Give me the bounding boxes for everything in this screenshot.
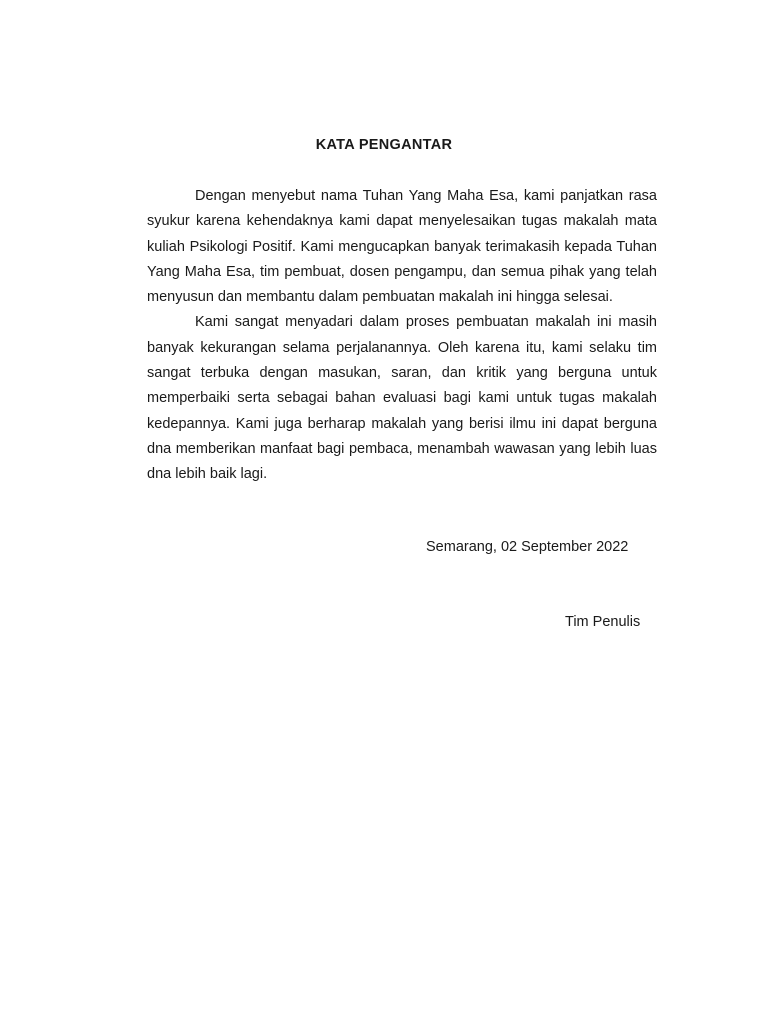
page-title: KATA PENGANTAR <box>315 137 453 153</box>
document-body <box>147 184 657 488</box>
paragraph-2: Kami sangat menyadari dalam proses pembuatan makalah ini masih banyak kekurangan selama perjalanannya. Oleh karena itu, kami selaku tim sangat terbuka dengan masukan, saran, dan kritik yang berguna untuk memperbaiki serta sebagai bahan evaluasi bagi kami untuk tugas makalah kedepannya. Kami juga berharap makalah yang berisi ilmu ini dapat berguna dna memberikan manfaat bagi pembaca, menambah wawasan yang lebih luas dna lebih baik lagi. <box>147 314 657 483</box>
signature: Tim Penulis <box>565 614 641 630</box>
paragraph-1: Dengan menyebut nama Tuhan Yang Maha Esa, kami panjatkan rasa syukur karena kehendaknya kami dapat menyelesaikan tugas makalah mata kuliah Psikologi Positif. Kami mengucapkan banyak terimakasih kepada Tuhan Yang Maha Esa, tim pembuat, dosen pengampu, dan semua pihak yang telah menyusun dan membantu dalam pembuatan makalah ini hingga selesai. <box>147 188 657 306</box>
place-date: Semarang, 02 September 2022 <box>426 539 629 555</box>
